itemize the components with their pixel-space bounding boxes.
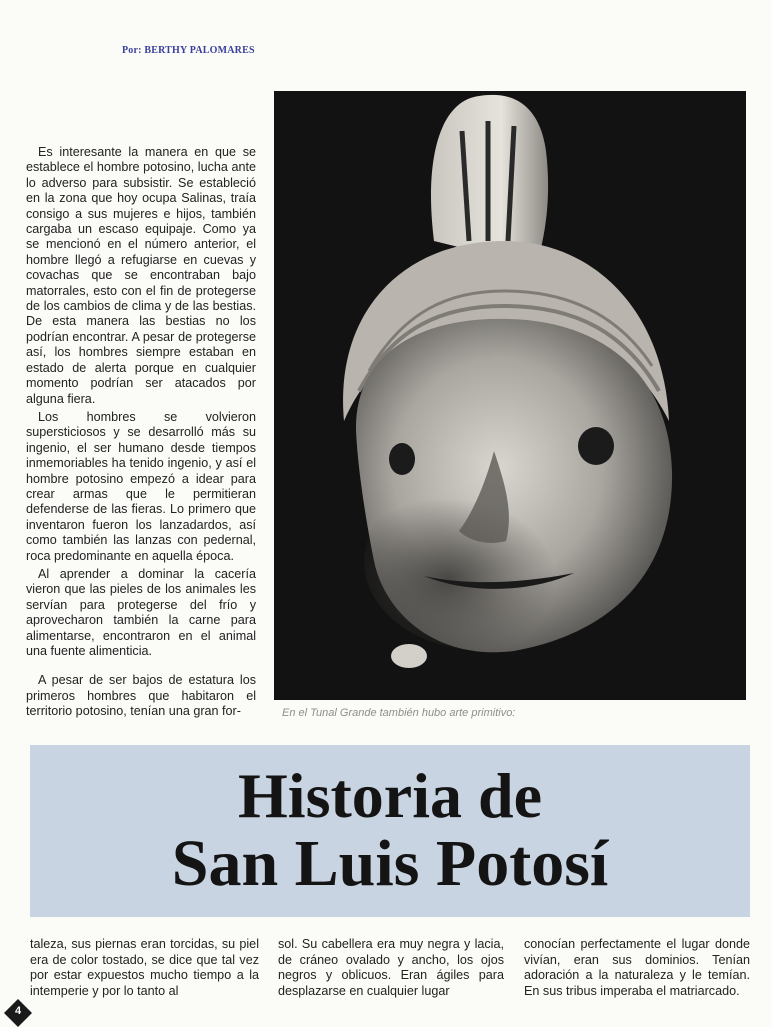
- intro-text-column: [26, 145, 256, 720]
- bottom-column-2: [278, 937, 504, 999]
- bottom-paragraph: taleza, sus piernas eran torcidas, su piel era de color tostado, se dice que tal vez por estar expuestos mucho tiempo a la intemperie y por lo tanto al: [30, 937, 259, 998]
- bottom-paragraph: sol. Su cabellera era muy negra y lacia, de cráneo ovalado y ancho, los ojos negros y oblicuos. Eran ágiles para desplazarse en cualquier lugar: [278, 937, 504, 998]
- title-band: [30, 745, 750, 917]
- intro-paragraph: Los hombres se volvieron supersticiosos y se desarrolló más su ingenio, el ser humano desde tiempos inmemoriables ha tenido ingenio, y así el hombre potosino empezó a idear para crear armas que le permitieran defenderse de las fieras. Lo primero que inventaron fueron los lanzadardos, así como también las lanzas con pedernal, roca predominante en aquella época.: [26, 409, 256, 563]
- bottom-paragraph: conocían perfectamente el lugar donde vivían, eran sus dominios. Tenían adoración a la naturaleza y le temían. En sus tribus imperaba el matriarcado.: [524, 937, 750, 998]
- byline: Por: BERTHY PALOMARES: [122, 45, 255, 56]
- article-title-line-2: San Luis Potosí: [171, 827, 609, 900]
- sculpture-photo: [274, 91, 746, 700]
- page-number-badge: [4, 999, 32, 1027]
- intro-paragraph: Es interesante la manera en que se establece el hombre potosino, lucha ante lo adverso para subsistir. Se estableció en la zona que hoy ocupa Salinas, traía consigo a sus mujeres e hijos, también cargaba un escaso equipaje. Como ya se mencionó en el número anterior, el hombre llegó a refugiarse en cuevas y covachas que se encontraban bajo matorrales, esto con el fin de protegerse de los cambios de clima y de las bestias. De esta manera las bestias no los podrían encontrar. A pesar de protegerse así, los hombres siempre estaban en estado de alerta porque en cualquier momento podrían ser atacados por alguna fiera.: [26, 145, 256, 406]
- article-title-line-1: Historia de: [238, 760, 542, 831]
- photo-caption: En el Tunal Grande también hubo arte primitivo:: [282, 707, 516, 719]
- intro-paragraph: Al aprender a dominar la cacería vieron que las pieles de los animales les servían para protegerse del frío y aprovecharon también la carne para alimentarse, encontraron en el animal una fuente alimenticia.: [26, 566, 256, 658]
- page-number: 4: [14, 1005, 22, 1017]
- bottom-column-1: [30, 937, 259, 999]
- bottom-column-3: [524, 937, 750, 999]
- intro-paragraph: A pesar de ser bajos de estatura los primeros hombres que habitaron el territorio potosino, tenían una gran for-: [26, 673, 256, 719]
